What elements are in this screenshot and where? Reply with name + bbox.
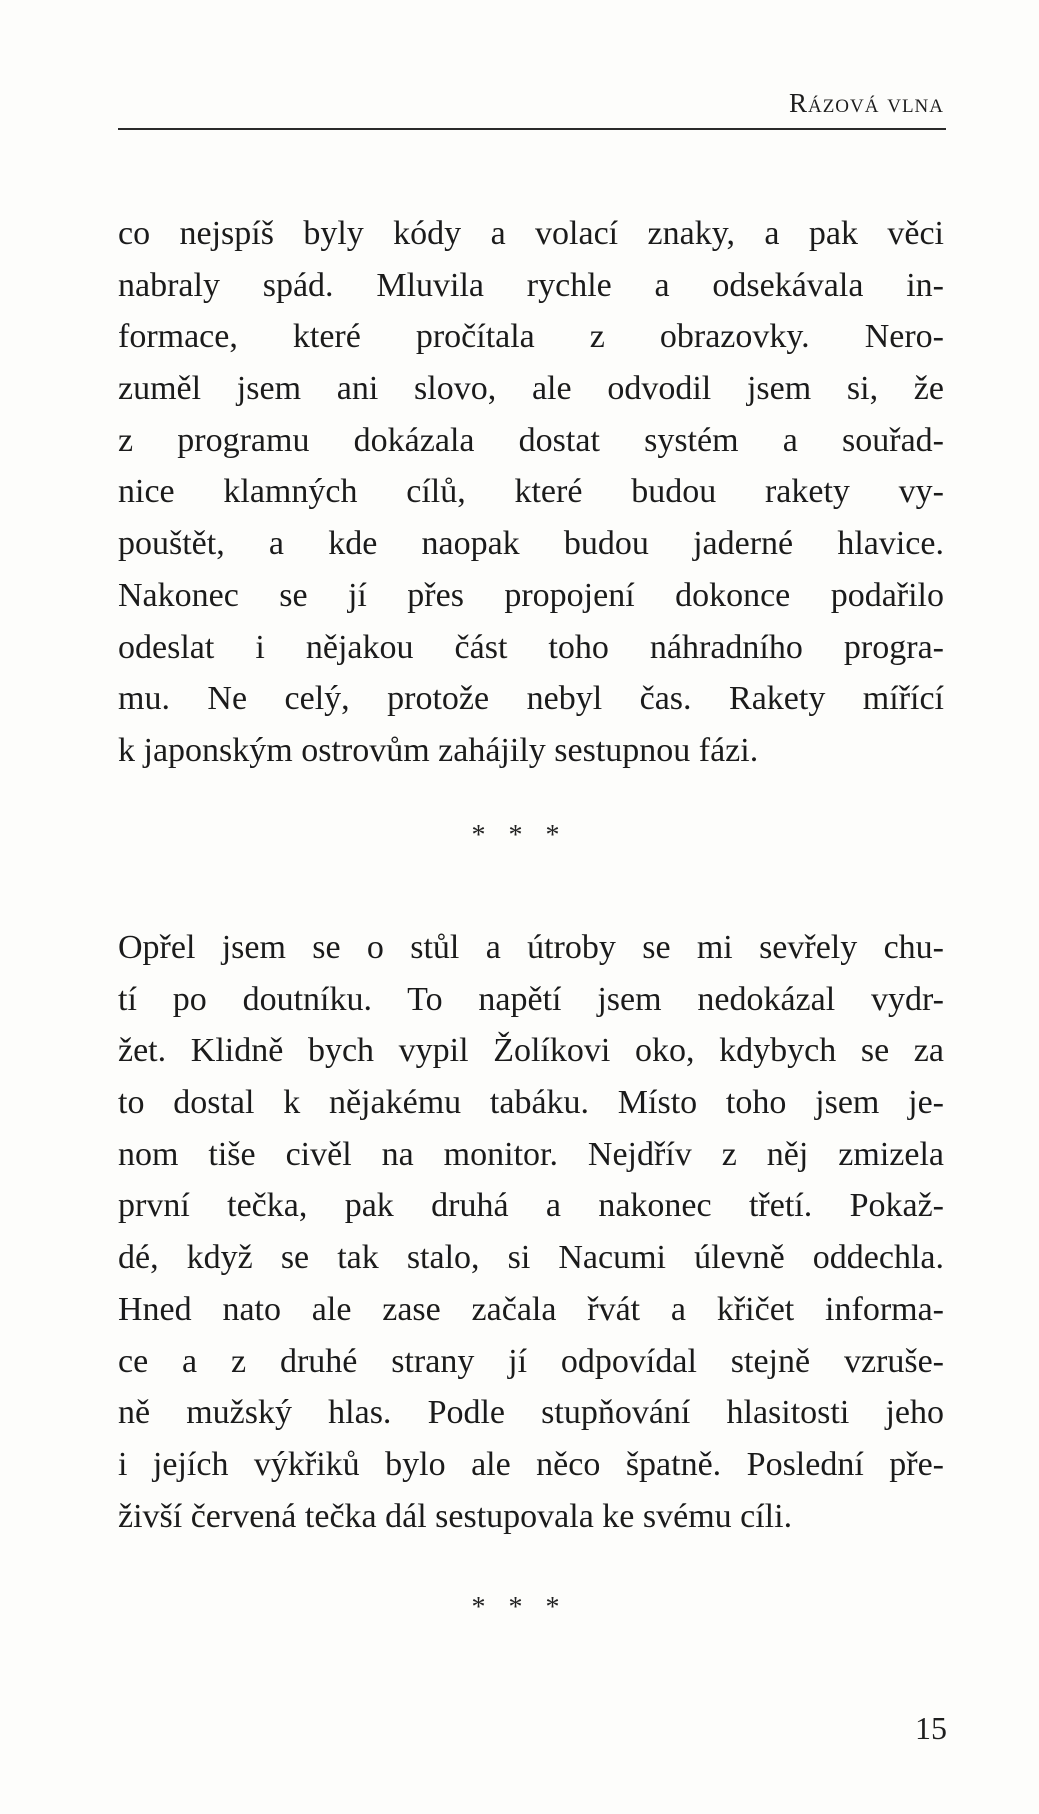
text-line: mu. Ne celý, protože nebyl čas. Rakety mířící: [118, 680, 944, 718]
text-line: nom tiše civěl na monitor. Nejdřív z něj zmizela: [118, 1135, 944, 1173]
text-line: živší červená tečka dál sestupovala ke svému cíli.: [118, 1497, 793, 1535]
text-line: Nakonec se jí přes propojení dokonce podařilo: [118, 576, 944, 614]
text-line: první tečka, pak druhá a nakonec třetí. Pokaž-: [118, 1187, 944, 1225]
header-rule: [118, 128, 946, 130]
text-line: z programu dokázala dostat systém a souřad-: [118, 421, 944, 459]
text-line: co nejspíš byly kódy a volací znaky, a pak věci: [118, 215, 944, 252]
paragraph: [118, 922, 944, 1542]
section-separator: * * *: [471, 820, 568, 851]
text-line: Opřel jsem se o stůl a útroby se mi sevřely chu-: [118, 929, 944, 966]
text-line: to dostal k nějakému tabáku. Místo toho jsem je-: [118, 1084, 944, 1122]
text-line: pouštět, a kde naopak budou jaderné hlavice.: [118, 525, 944, 563]
text-line: ce a z druhé strany jí odpovídal stejně vzruše-: [118, 1342, 944, 1380]
section-separator: * * *: [471, 1592, 568, 1623]
text-line: žet. Klidně bych vypil Žolíkovi oko, kdybych se za: [118, 1032, 944, 1070]
text-line: k japonským ostrovům zahájily sestupnou fázi.: [118, 731, 759, 769]
text-line: odeslat i nějakou část toho náhradního progra-: [118, 628, 944, 666]
text-line: i jejích výkřiků bylo ale něco špatně. Poslední pře-: [118, 1445, 944, 1483]
text-line: nice klamných cílů, které budou rakety vy-: [118, 473, 944, 511]
text-line: nabraly spád. Mluvila rychle a odsekávala in-: [118, 266, 944, 304]
running-head-title: Rázová vlna: [788, 88, 944, 118]
text-line: zuměl jsem ani slovo, ale odvodil jsem si, že: [118, 370, 944, 408]
page-number: 15: [915, 1710, 947, 1746]
paragraph: [118, 208, 944, 777]
text-line: Hned nato ale zase začala řvát a křičet informa-: [118, 1290, 944, 1328]
text-line: formace, které pročítala z obrazovky. Nero-: [118, 318, 944, 356]
text-line: tí po doutníku. To napětí jsem nedokázal vydr-: [118, 980, 944, 1018]
text-line: dé, když se tak stalo, si Nacumi úlevně oddechla.: [118, 1239, 944, 1277]
text-line: ně mužský hlas. Podle stupňování hlasitosti jeho: [118, 1394, 944, 1432]
